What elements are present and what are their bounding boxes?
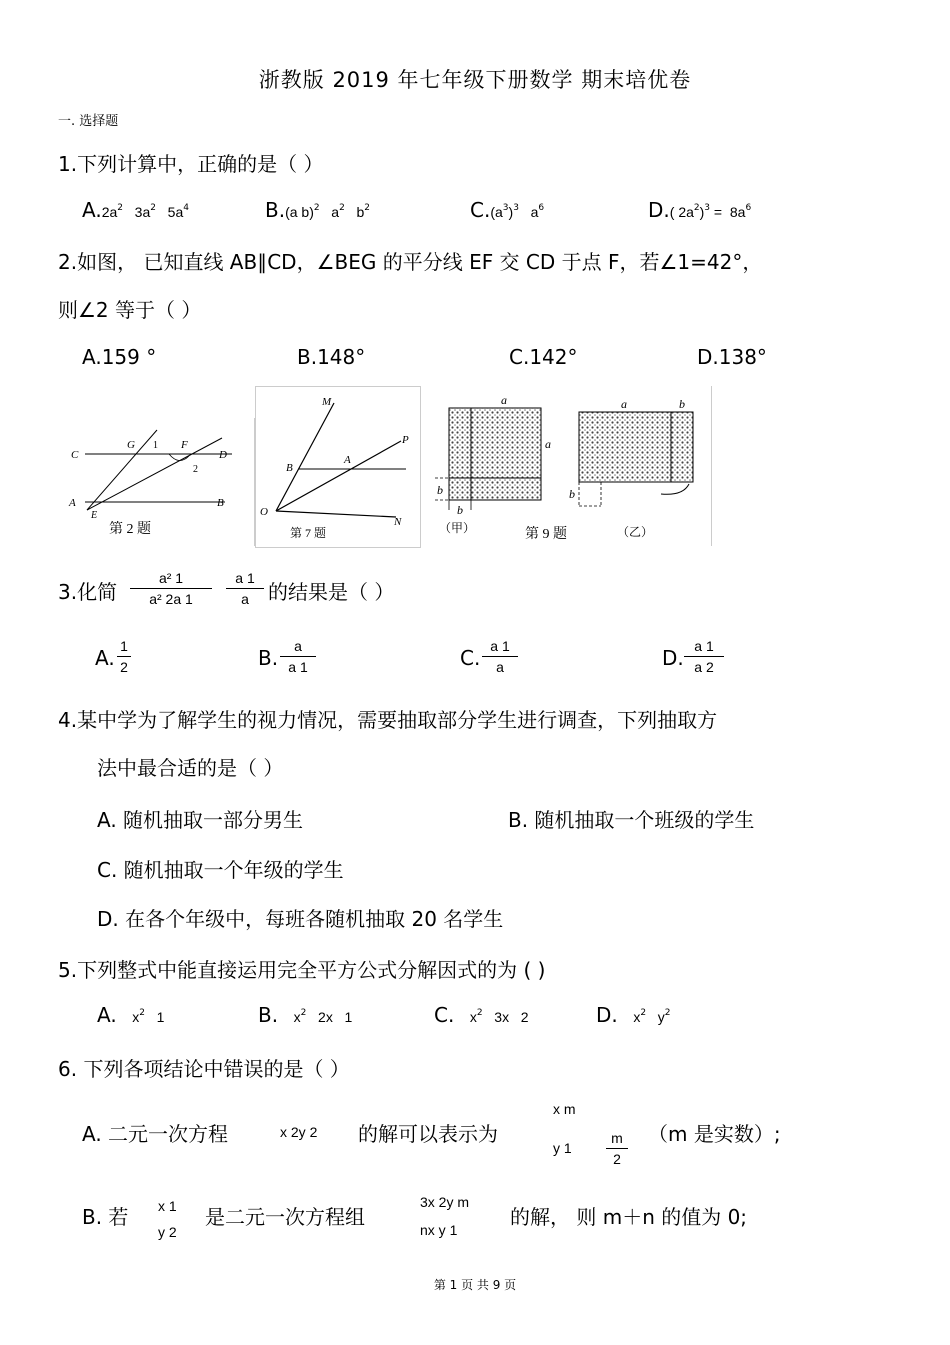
question-3-suffix: 的结果是（ ） <box>268 580 395 604</box>
svg-text:P: P <box>402 434 409 446</box>
question-3-fraction-2: $\frac{a 1}{a}$ <box>226 568 264 609</box>
question-2-stem: 2.如图， 已知直线 AB∥CD，∠BEG 的平分线 EF 交 CD 于点 F，若∠1=42°， <box>58 250 763 274</box>
figure-9 <box>421 386 712 546</box>
question-6-stem: 6. 下列各项结论中错误的是（ ） <box>58 1057 350 1081</box>
question-3-option-d-label: D. <box>662 646 684 670</box>
svg-text:E: E <box>91 510 98 521</box>
question-1-option-b: B.(a b)$^2$ $a^2$ $b^2$ <box>265 198 371 222</box>
question-6-option-a-equation: x 2y 2 <box>280 1124 318 1140</box>
question-6-option-b-suffix: 的解， 则 m＋n 的值为 0; <box>510 1205 748 1229</box>
figure-2-caption: 第 2 题 <box>109 522 151 537</box>
question-3-option-a-fraction: $\frac{1}{2}$ <box>117 636 131 677</box>
section-heading: 一. 选择题 <box>58 114 119 129</box>
svg-text:b: b <box>679 397 685 411</box>
question-5-option-c: C. $x^2$ 3x 2 <box>434 1003 529 1027</box>
svg-text:C: C <box>71 449 79 461</box>
figure-9-right-label: （乙） <box>617 525 654 539</box>
svg-text:F: F <box>181 439 188 451</box>
question-6-option-a-system-line2: y 1 <box>553 1140 572 1156</box>
question-2-option-d: D.138° <box>697 345 767 369</box>
question-3-option-a-label: A. <box>95 646 115 670</box>
svg-text:b: b <box>457 503 463 517</box>
svg-text:B: B <box>286 462 293 474</box>
svg-text:M: M <box>322 396 332 408</box>
question-6-option-b-prefix: B. 若 <box>82 1205 129 1229</box>
figure-7 <box>255 386 421 548</box>
question-1-option-d: D.( $2a^2)^3 = 8a^6$ <box>648 198 752 222</box>
question-6-option-b-system-line2: y 2 <box>158 1224 177 1240</box>
svg-text:D: D <box>219 449 227 461</box>
question-4-option-b: B. 随机抽取一个班级的学生 <box>508 808 755 832</box>
figure-7-caption: 第 7 题 <box>290 526 327 540</box>
question-6-option-a-system-line1: x m <box>553 1101 576 1117</box>
question-3-option-c-label: C. <box>460 646 481 670</box>
question-4-stem: 4.某中学为了解学生的视力情况，需要抽取部分学生进行调查，下列抽取方 <box>58 708 718 732</box>
question-6-option-b-system-line1: x 1 <box>158 1198 177 1214</box>
svg-text:N: N <box>394 516 402 528</box>
svg-text:2: 2 <box>193 464 198 475</box>
question-6-option-a-prefix: A. 二元一次方程 <box>82 1122 229 1146</box>
svg-text:A: A <box>69 497 76 509</box>
figure-9-left-label: （甲） <box>439 521 476 535</box>
question-1-option-a: $A.2a^2$ $3a^2$ $5a^4$ <box>82 198 189 222</box>
question-5-stem: 5.下列整式中能直接运用完全平方公式分解因式的为 ( ) <box>58 958 546 982</box>
svg-text:b: b <box>437 483 443 497</box>
question-4-option-c: C. 随机抽取一个年级的学生 <box>97 858 344 882</box>
figure-2 <box>57 418 255 546</box>
question-6-option-b-middle: 是二元一次方程组 <box>205 1205 365 1229</box>
question-6-option-a-fraction: $\frac{m}{2}$ <box>606 1128 628 1169</box>
svg-text:a: a <box>545 437 551 451</box>
svg-text:a: a <box>621 397 627 411</box>
question-6-option-b-equation-line1: 3x 2y m <box>420 1194 470 1210</box>
question-3-option-d-fraction: $\frac{a 1}{a 2}$ <box>684 636 724 677</box>
question-3-option-b-label: B. <box>258 646 279 670</box>
question-6-option-a-middle: 的解可以表示为 <box>358 1122 498 1146</box>
question-4-stem-line2: 法中最合适的是（ ） <box>97 756 284 780</box>
question-2-stem-line2: 则∠2 等于（ ） <box>58 298 202 322</box>
question-6-option-b-equation-line2: nx y 1 <box>420 1222 458 1238</box>
page-title: 浙教版 2019 年七年级下册数学 期末培优卷 <box>258 68 692 92</box>
question-3-prefix: 3.化简 <box>58 580 118 604</box>
svg-text:B: B <box>217 497 224 509</box>
figure-9-caption: 第 9 题 <box>525 527 567 542</box>
question-5-option-a: A. $x^2$ 1 <box>97 1003 165 1027</box>
svg-text:O: O <box>260 506 268 518</box>
question-2-option-a: A.159 ° <box>82 345 157 369</box>
question-4-option-d: D. 在各个年级中，每班各随机抽取 20 名学生 <box>97 907 504 931</box>
svg-text:1: 1 <box>153 440 158 451</box>
question-5-option-b: B. $x^2$ 2x 1 <box>258 1003 353 1027</box>
svg-text:G: G <box>127 439 135 451</box>
svg-text:A: A <box>344 454 351 466</box>
question-2-option-c: C.142° <box>509 345 578 369</box>
question-3-option-c-fraction: $\frac{a 1}{a}$ <box>482 636 518 677</box>
question-3-fraction-1: $\frac{\text{a² 1}}{\text{a² 2a 1}}$ <box>130 568 212 609</box>
question-1-option-c: $C.(a^3)^3$ $a^6$ <box>470 198 545 222</box>
page-footer: 第 1 页 共 9 页 <box>433 1278 517 1292</box>
question-1-stem: 1.下列计算中，正确的是（ ） <box>58 152 324 176</box>
svg-text:a: a <box>501 393 507 407</box>
question-3-option-b-fraction: $\frac{a}{a 1}$ <box>280 636 316 677</box>
svg-text:b: b <box>569 487 575 501</box>
question-4-option-a: A. 随机抽取一部分男生 <box>97 808 304 832</box>
question-5-option-d: D. $x^2$ $y^2$ <box>596 1003 671 1027</box>
question-2-option-b: B.148° <box>297 345 366 369</box>
question-6-option-a-suffix: （m 是实数）; <box>648 1122 781 1146</box>
